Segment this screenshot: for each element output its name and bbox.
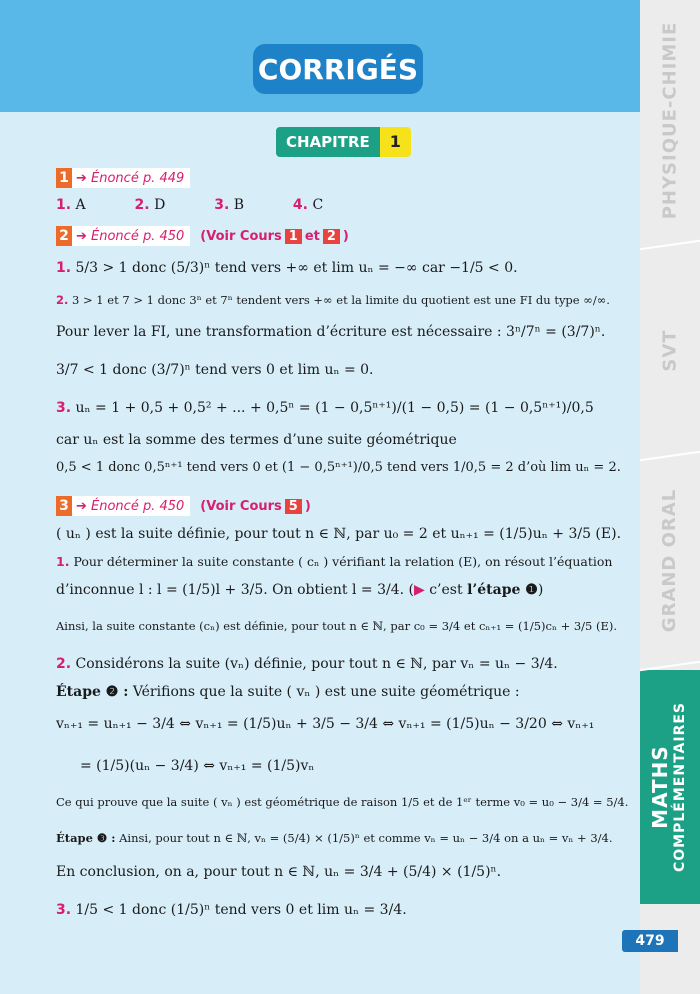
- question-number: 1.: [56, 197, 72, 213]
- text-line: [56, 290, 610, 310]
- tab-svt[interactable]: [640, 250, 700, 450]
- enonce-link[interactable]: ➔ Énoncé p. 449: [76, 170, 185, 186]
- text-line: [56, 258, 518, 278]
- exercise-number: 2: [56, 226, 72, 246]
- cours-ref: 1: [285, 229, 302, 244]
- voir-end: ): [304, 498, 311, 514]
- tab-maths-complementaires[interactable]: [640, 670, 700, 904]
- question-number: 3.: [56, 902, 72, 918]
- line-text: Vérifions que la suite ( vₙ ) est une suite géométrique :: [128, 684, 520, 700]
- line-text: Ainsi, pour tout n ∈ ℕ, vₙ = (5/4) × (1/5)ⁿ et comme vₙ = uₙ − 3/4 on a uₙ = vₙ + 3/4.: [115, 831, 613, 845]
- text-line: car uₙ est la somme des termes d’une suite géométrique: [56, 432, 457, 448]
- text-line: Ce qui prouve que la suite ( vₙ ) est géométrique de raison 1/5 et de 1ᵉʳ terme v₀ = u₀ − 3/4 = 5/4.: [56, 795, 629, 809]
- question-number: 3.: [214, 197, 230, 213]
- exercise-header-1: [56, 168, 190, 188]
- answer-line-ex1: [56, 195, 323, 215]
- tab-physique-chimie[interactable]: [640, 0, 700, 240]
- text-line: [56, 580, 543, 600]
- line-text: c’est: [424, 582, 468, 598]
- exercise-box: [56, 226, 190, 246]
- step-label: l’étape ❶: [467, 582, 538, 598]
- exercise-box: [56, 496, 190, 516]
- tab-label: GRAND ORAL: [659, 488, 681, 632]
- line-text: Pour déterminer la suite constante ( cₙ ) vérifiant la relation (E), on résout l’équation: [73, 554, 613, 569]
- voir-text: (Voir Cours: [200, 498, 282, 514]
- question-number: 2.: [56, 656, 72, 672]
- step-label: Étape ❸ :: [56, 831, 116, 845]
- voir-cours-link[interactable]: [200, 229, 349, 244]
- page-number: 479: [622, 930, 678, 952]
- exercise-header-3: [56, 496, 311, 516]
- answer: A: [75, 197, 86, 213]
- step-label: Étape ❷ :: [56, 684, 129, 700]
- tab-label: PHYSIQUE-CHIMIE: [659, 21, 681, 219]
- answer: D: [154, 197, 166, 213]
- text-line: [56, 398, 594, 418]
- voir-sep: et: [304, 228, 320, 244]
- tab-label-line2: COMPLÉMENTAIRES: [672, 702, 688, 872]
- chapter-badge: [276, 127, 411, 157]
- tab-label: SVT: [659, 328, 681, 372]
- enonce-link[interactable]: ➔ Énoncé p. 450: [76, 228, 185, 244]
- question-number: 3.: [56, 400, 72, 416]
- exercise-header-2: [56, 226, 349, 246]
- voir-cours-link[interactable]: [200, 499, 311, 514]
- exercise-number: 3: [56, 496, 72, 516]
- text-line: [56, 654, 558, 674]
- enonce-link[interactable]: ➔ Énoncé p. 450: [76, 498, 185, 514]
- exercise-number: 1: [56, 168, 72, 188]
- text-line: [56, 682, 520, 702]
- voir-end: ): [342, 228, 349, 244]
- text-line: 3/7 < 1 donc (3/7)ⁿ tend vers 0 et lim uₙ = 0.: [56, 362, 374, 378]
- answer: B: [233, 197, 245, 213]
- text-line: En conclusion, on a, pour tout n ∈ ℕ, uₙ = 3/4 + (5/4) × (1/5)ⁿ.: [56, 864, 502, 880]
- text-line: Ainsi, la suite constante (cₙ) est définie, pour tout n ∈ ℕ, par c₀ = 3/4 et cₙ₊₁ = (1/5)cₙ + 3/5 (E).: [56, 619, 618, 633]
- tab-grand-oral[interactable]: [640, 460, 700, 660]
- line-text: 1/5 < 1 donc (1/5)ⁿ tend vers 0 et lim uₙ = 3/4.: [75, 902, 407, 918]
- tab-label-line1: MATHS: [648, 745, 672, 829]
- question-number: 2.: [134, 197, 150, 213]
- line-text: 5/3 > 1 donc (5/3)ⁿ tend vers +∞ et lim uₙ = −∞ car −1/5 < 0.: [75, 260, 518, 276]
- text-line: ( uₙ ) est la suite définie, pour tout n ∈ ℕ, par u₀ = 2 et uₙ₊₁ = (1/5)uₙ + 3/5 (E).: [56, 526, 622, 542]
- question-number: 1.: [56, 260, 72, 276]
- text-line: [56, 828, 613, 848]
- voir-text: (Voir Cours: [200, 228, 282, 244]
- line-text: Considérons la suite (vₙ) définie, pour tout n ∈ ℕ, par vₙ = uₙ − 3/4.: [75, 656, 558, 672]
- text-line: Pour lever la FI, une transformation d’écriture est nécessaire : 3ⁿ/7ⁿ = (3/7)ⁿ.: [56, 324, 606, 340]
- text-line: vₙ₊₁ = uₙ₊₁ − 3/4 ⇔ vₙ₊₁ = (1/5)uₙ + 3/5 − 3/4 ⇔ vₙ₊₁ = (1/5)uₙ − 3/20 ⇔ vₙ₊₁: [56, 716, 595, 732]
- question-number: 4.: [292, 197, 308, 213]
- line-text: ): [537, 582, 544, 598]
- cours-ref: 5: [285, 499, 302, 514]
- line-text: uₙ = 1 + 0,5 + 0,5² + ... + 0,5ⁿ = (1 − 0,5ⁿ⁺¹)/(1 − 0,5) = (1 − 0,5ⁿ⁺¹)/0,5: [75, 400, 594, 416]
- line-text: 3 > 1 et 7 > 1 donc 3ⁿ et 7ⁿ tendent vers +∞ et la limite du quotient est une FI du type ∞/∞.: [72, 293, 610, 307]
- answer: C: [312, 197, 324, 213]
- text-line: = (1/5)(uₙ − 3/4) ⇔ vₙ₊₁ = (1/5)vₙ: [80, 758, 315, 774]
- text-line: [56, 552, 612, 572]
- line-text: d’inconnue l : l = (1/5)l + 3/5. On obtient l = 3/4. (: [56, 582, 414, 598]
- text-line: 0,5 < 1 donc 0,5ⁿ⁺¹ tend vers 0 et (1 − 0,5ⁿ⁺¹)/0,5 tend vers 1/0,5 = 2 d’où lim uₙ = 2.: [56, 460, 621, 475]
- chapter-number: 1: [380, 127, 411, 157]
- text-line: [56, 900, 407, 920]
- play-arrow-icon: ▶: [413, 582, 425, 598]
- cours-ref: 2: [323, 229, 340, 244]
- chapter-label: CHAPITRE: [276, 127, 380, 157]
- question-number: 2.: [56, 293, 69, 307]
- tab-label: [650, 702, 690, 872]
- question-number: 1.: [56, 554, 70, 569]
- page-title: CORRIGÉS: [253, 44, 423, 94]
- exercise-box: [56, 168, 190, 188]
- sidebar: [640, 0, 700, 994]
